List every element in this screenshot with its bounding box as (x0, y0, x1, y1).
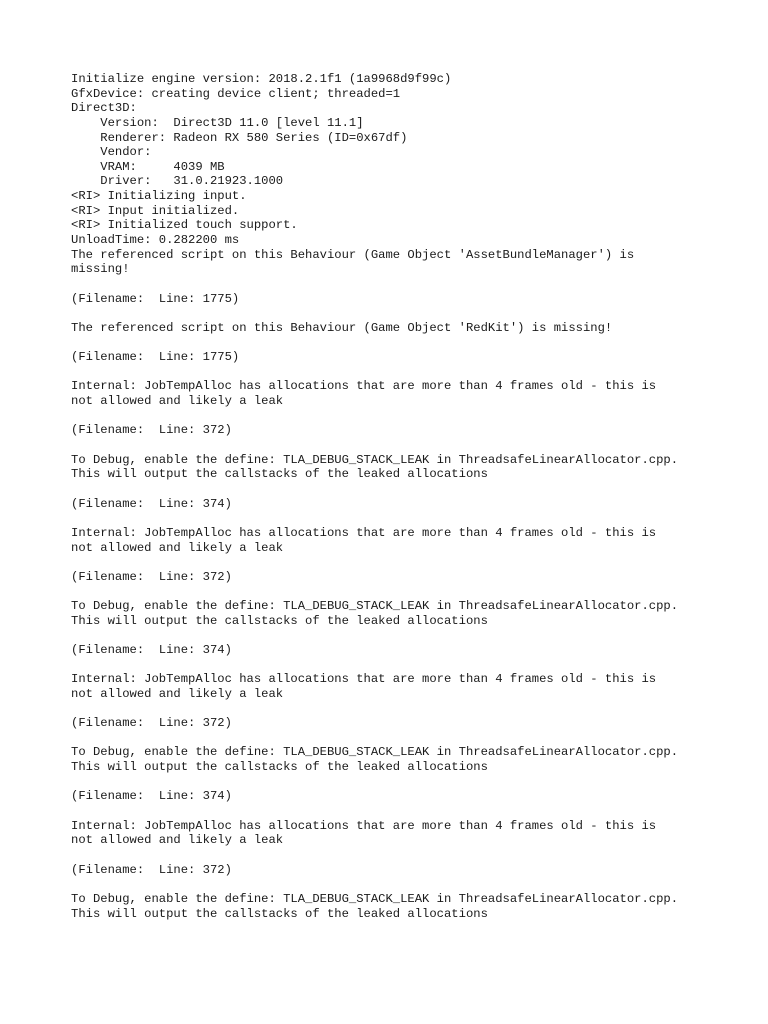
log-line: Vendor: (71, 145, 152, 160)
log-line: GfxDevice: creating device client; threaded=1 (71, 86, 401, 101)
log-line: Internal: JobTempAlloc has allocations that are more than 4 frames old - this is (71, 818, 657, 833)
log-line (71, 658, 751, 673)
log-line (71, 804, 751, 819)
log-line (71, 848, 751, 863)
log-line: (Filename: Line: 374) (71, 642, 232, 657)
log-line (71, 555, 751, 570)
log-line: To Debug, enable the define: TLA_DEBUG_STACK_LEAK in ThreadsafeLinearAllocator.cpp. (71, 599, 679, 614)
log-line (71, 511, 751, 526)
log-line: not allowed and likely a leak (71, 686, 284, 701)
log-line (71, 702, 751, 717)
log-line: The referenced script on this Behaviour (Game Object 'RedKit') is missing! (71, 320, 613, 335)
log-line: VRAM: 4039 MB (71, 159, 225, 174)
log-line: Version: Direct3D 11.0 [level 11.1] (71, 115, 364, 130)
log-line (71, 438, 751, 453)
log-line: The referenced script on this Behaviour (Game Object 'AssetBundleManager') is (71, 247, 635, 262)
log-line: To Debug, enable the define: TLA_DEBUG_STACK_LEAK in ThreadsafeLinearAllocator.cpp. (71, 891, 679, 906)
log-line (71, 877, 751, 892)
log-line (71, 775, 751, 790)
log-line (71, 584, 751, 599)
log-line (71, 336, 751, 351)
log-line: (Filename: Line: 1775) (71, 350, 240, 365)
log-line: (Filename: Line: 372) (71, 862, 232, 877)
log-line (71, 628, 751, 643)
log-line: (Filename: Line: 374) (71, 789, 232, 804)
log-line (71, 365, 751, 380)
log-line: Internal: JobTempAlloc has allocations that are more than 4 frames old - this is (71, 525, 657, 540)
log-line: This will output the callstacks of the leaked allocations (71, 613, 488, 628)
log-line: (Filename: Line: 1775) (71, 291, 240, 306)
log-line: This will output the callstacks of the leaked allocations (71, 760, 488, 775)
log-line: (Filename: Line: 372) (71, 423, 232, 438)
log-line: not allowed and likely a leak (71, 833, 284, 848)
log-line: <RI> Initializing input. (71, 189, 247, 204)
log-document (71, 72, 751, 921)
log-line (71, 731, 751, 746)
log-line (71, 482, 751, 497)
log-body (71, 72, 751, 921)
log-line: Initialize engine version: 2018.2.1f1 (1a9968d9f99c) (71, 72, 452, 86)
log-line: (Filename: Line: 372) (71, 716, 232, 731)
log-line: Direct3D: (71, 101, 137, 116)
log-line: This will output the callstacks of the leaked allocations (71, 467, 488, 482)
log-line: To Debug, enable the define: TLA_DEBUG_STACK_LEAK in ThreadsafeLinearAllocator.cpp. (71, 452, 679, 467)
log-line: This will output the callstacks of the leaked allocations (71, 906, 488, 921)
log-line: missing! (71, 262, 130, 277)
log-line: (Filename: Line: 374) (71, 496, 232, 511)
log-line (71, 277, 751, 292)
log-line: To Debug, enable the define: TLA_DEBUG_STACK_LEAK in ThreadsafeLinearAllocator.cpp. (71, 745, 679, 760)
log-line: Driver: 31.0.21923.1000 (71, 174, 284, 189)
log-line: Renderer: Radeon RX 580 Series (ID=0x67df) (71, 130, 408, 145)
log-line: Internal: JobTempAlloc has allocations that are more than 4 frames old - this is (71, 672, 657, 687)
log-line (71, 409, 751, 424)
log-line: <RI> Input initialized. (71, 203, 240, 218)
log-line: not allowed and likely a leak (71, 540, 284, 555)
log-line: UnloadTime: 0.282200 ms (71, 233, 240, 248)
log-line: Internal: JobTempAlloc has allocations that are more than 4 frames old - this is (71, 379, 657, 394)
log-line: not allowed and likely a leak (71, 394, 284, 409)
log-line (71, 306, 751, 321)
log-line: <RI> Initialized touch support. (71, 218, 298, 233)
log-line: (Filename: Line: 372) (71, 569, 232, 584)
